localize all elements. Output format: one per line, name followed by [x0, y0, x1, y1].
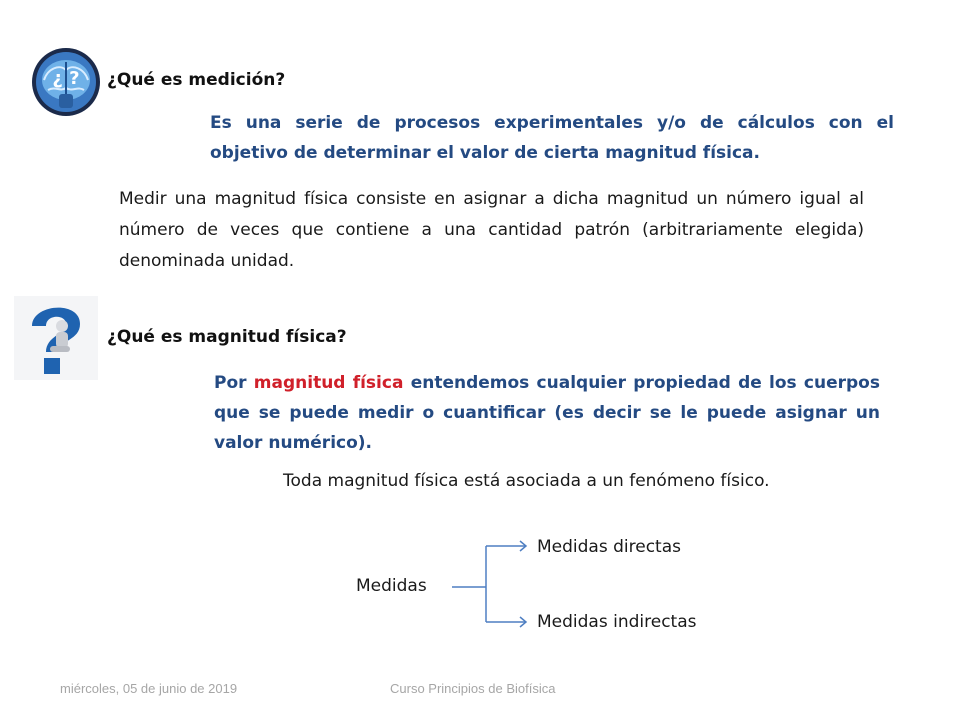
- definition2-before: Por: [214, 373, 254, 393]
- paragraph-measure: Medir una magnitud física consiste en asignar a dicha magnitud un número igual al número de veces que contiene a una cantidad patrón (arbitrariamente elegida) denominada unidad.: [119, 189, 864, 271]
- definition2-highlight: magnitud física: [253, 373, 404, 393]
- heading-what-is-measurement: ¿Qué es medición?: [107, 70, 286, 90]
- diagram-branch-indirect: Medidas indirectas: [537, 612, 697, 632]
- brain-icon-text: ¿ ?: [52, 68, 80, 89]
- definition-physical-magnitude: [214, 368, 880, 458]
- brain-question-icon: [30, 46, 102, 118]
- diagram-root-label: Medidas: [356, 576, 427, 596]
- diagram-branch-direct: Medidas directas: [537, 537, 681, 557]
- definition2-after: entendemos cualquier propiedad de los cuerpos que se puede medir o cuantificar (es decir se le puede asignar un valor numérico).: [214, 373, 880, 453]
- footer-course: Curso Principios de Biofísica: [390, 681, 556, 696]
- footer-date: miércoles, 05 de junio de 2019: [60, 681, 238, 696]
- question-mark-person-icon: [14, 296, 98, 380]
- measures-diagram-lines: [440, 530, 540, 640]
- sentence-physical-phenomenon: Toda magnitud física está asociada a un fenómeno físico.: [283, 471, 770, 491]
- heading-what-is-physical-magnitude: ¿Qué es magnitud física?: [107, 327, 347, 347]
- definition-measurement: Es una serie de procesos experimentales y/o de cálculos con el objetivo de determinar el valor de cierta magnitud física.: [210, 113, 894, 163]
